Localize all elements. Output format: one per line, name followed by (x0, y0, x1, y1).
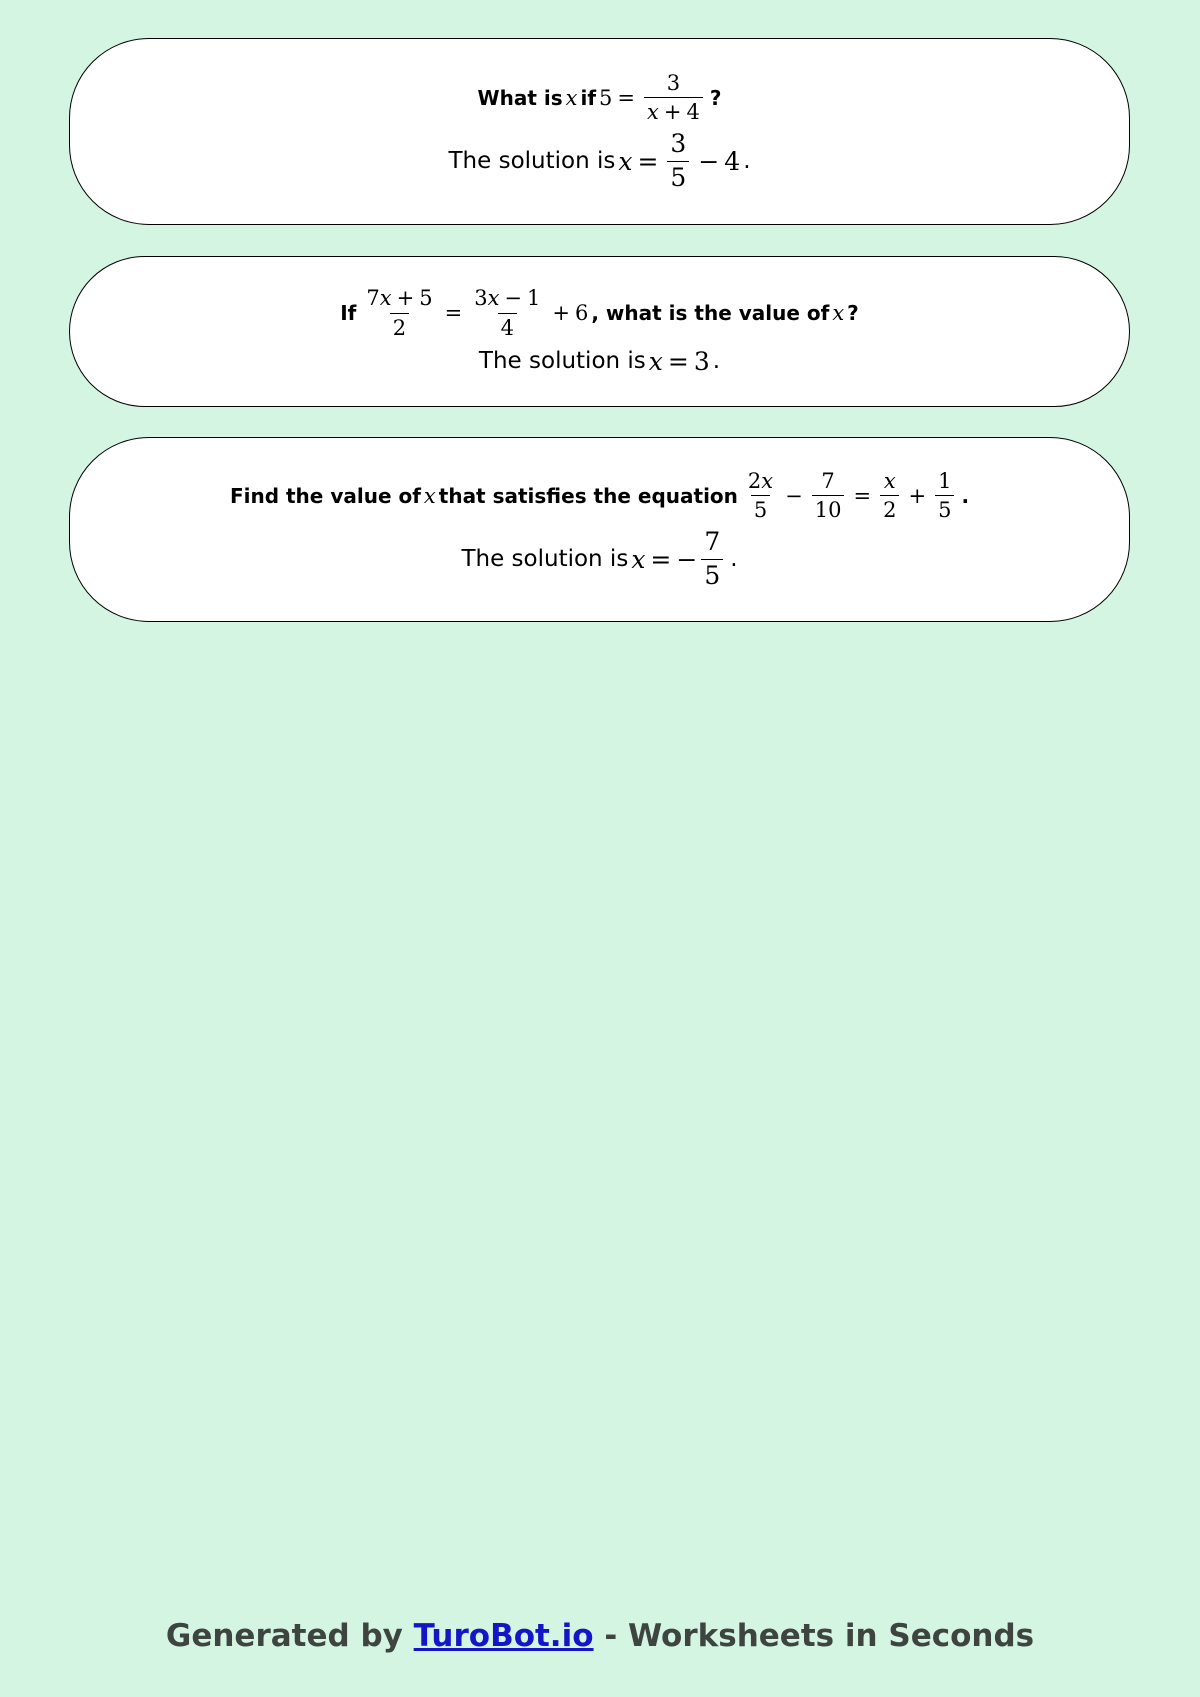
equation-1: 5 = $\frac{3}{x + 4}$ (599, 72, 707, 123)
answer-3 (461, 529, 737, 589)
footer (0, 1618, 1200, 1654)
fraction: $\frac{7}{5}$ (701, 529, 723, 589)
math-variable: x (832, 301, 845, 325)
question-3 (230, 470, 969, 521)
question-2-middle: , what is the value of (591, 301, 830, 325)
question-2-prefix: If (340, 301, 357, 325)
fraction: $\frac{1}{5}$ (935, 470, 954, 521)
question-1-suffix: ? (709, 85, 722, 110)
problem-card-2 (69, 256, 1130, 407)
question-3-connector: that satisfies the equation (438, 483, 738, 508)
solution-3: x = − $\frac{7}{5}$ (631, 529, 727, 589)
question-1-prefix: What is (477, 85, 563, 110)
answer-3-prefix: The solution is (461, 546, 629, 573)
answer-2-suffix: . (712, 348, 721, 375)
answer-2 (479, 347, 720, 376)
turobot-link[interactable]: TuroBot.io (413, 1618, 594, 1654)
question-3-prefix: Find the value of (229, 483, 421, 508)
problem-card-3 (69, 437, 1130, 622)
problem-card-1 (69, 38, 1130, 225)
answer-3-suffix: . (730, 546, 738, 573)
fraction: $\frac{3}{5}$ (667, 131, 689, 191)
solution-1: x = $\frac{3}{5}$ − 4 (618, 129, 741, 192)
fraction: $\frac{3}{x + 4}$ (644, 72, 703, 123)
equation-2: $\frac{7x + 5}{2}$ = $\frac{3x - 1}{4}$ + 6 (359, 287, 588, 338)
solution-2: x = 3 (648, 346, 710, 376)
answer-1-suffix: . (743, 148, 751, 175)
answer-1 (449, 131, 751, 191)
answer-1-prefix: The solution is (448, 148, 616, 175)
question-2 (340, 287, 859, 338)
math-variable: x (565, 85, 578, 110)
footer-suffix: - Worksheets in Seconds (604, 1618, 1035, 1654)
answer-2-prefix: The solution is (478, 348, 646, 375)
question-1-connector: if (580, 85, 597, 110)
question-3-suffix: . (961, 483, 970, 508)
footer-prefix: Generated by (165, 1618, 403, 1654)
fraction: $\frac{2x}{5}$ (747, 469, 774, 523)
equation-3: $\frac{2x}{5}$ − $\frac{7}{10}$ = $\frac{x}{2}$ + $\frac{1}{5}$ (741, 470, 959, 521)
fraction: $\frac{7x + 5}{2}$ (366, 286, 433, 340)
fraction: $\frac{3x - 1}{4}$ (474, 286, 541, 340)
fraction: $\frac{7}{10}$ (812, 470, 845, 521)
fraction: $\frac{x}{2}$ (880, 470, 899, 521)
question-1 (478, 72, 722, 123)
math-variable: x (423, 483, 436, 508)
question-2-suffix: ? (847, 301, 859, 325)
